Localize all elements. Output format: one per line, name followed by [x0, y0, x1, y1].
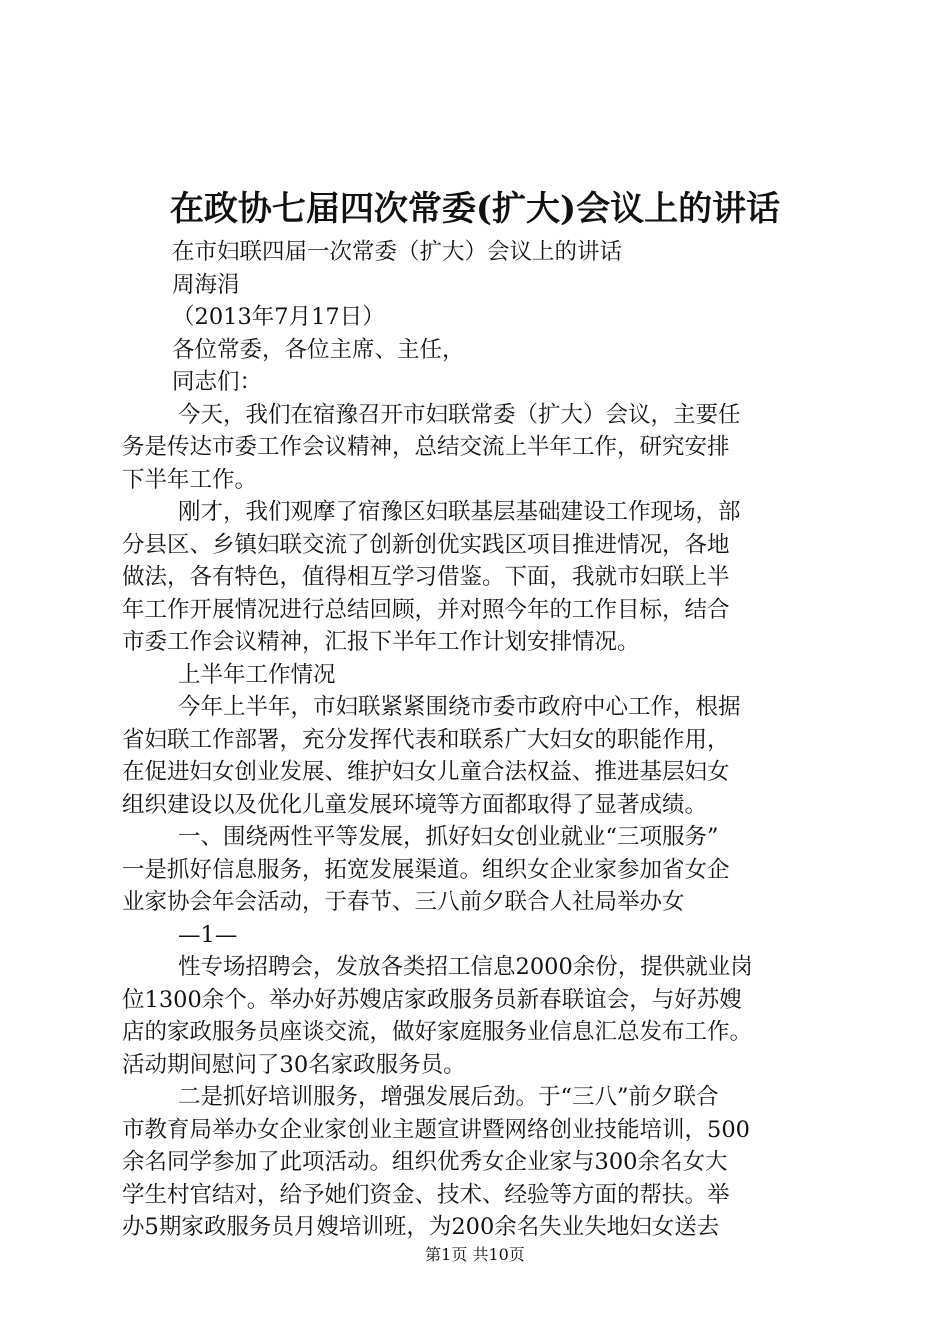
speech-date: （2013年7月17日）	[172, 304, 385, 330]
paragraph-line: 刚才，我们观摩了宿豫区妇联基层基础建设工作现场，部	[178, 499, 741, 525]
speech-heading: 在市妇联四届一次常委（扩大）会议上的讲话	[172, 239, 623, 265]
inline-page-number: —1—	[178, 921, 238, 948]
paragraph-line: 业家协会年会活动，于春节、三八前夕联合人社局举办女	[122, 889, 685, 915]
paragraph-line: 组织建设以及优化儿童发展环境等方面都取得了显著成绩。	[122, 791, 708, 818]
paragraph-line: 余名同学参加了此项活动。组织优秀女企业家与300余名女大	[122, 1149, 728, 1175]
paragraph-line: 市委工作会议精神，汇报下半年工作计划安排情况。	[122, 629, 640, 655]
paragraph-line: 在促进妇女创业发展、维护妇女儿童合法权益、推进基层妇女	[122, 759, 730, 785]
paragraph-line: 学生村官结对，给予她们资金、技术、经验等方面的帮扶。举	[122, 1181, 730, 1208]
page-footer: 第1页 共10页	[425, 1245, 525, 1264]
paragraph-line: 省妇联工作部署，充分发挥代表和联系广大妇女的职能作用，	[122, 726, 730, 753]
paragraph-line: 活动期间慰问了30名家政服务员。	[122, 1051, 466, 1078]
paragraph-line: 务是传达市委工作会议精神，总结交流上半年工作，研究安排	[122, 434, 730, 460]
paragraph-line: 做法，各有特色，值得相互学习借鉴。下面，我就市妇联上半	[122, 564, 730, 590]
paragraph-line: 一是抓好信息服务，拓宽发展渠道。组织女企业家参加省女企	[122, 856, 730, 883]
paragraph-line: 今天，我们在宿豫召开市妇联常委（扩大）会议，主要任	[178, 401, 741, 428]
subsection-heading: 一、围绕两性平等发展，抓好妇女创业就业“三项服务”	[178, 824, 719, 850]
section-heading: 上半年工作情况	[178, 661, 336, 688]
paragraph-line: 下半年工作。	[122, 466, 258, 493]
document-title: 在政协七届四次常委(扩大)会议上的讲话	[169, 189, 781, 229]
paragraph-line: 市教育局举办女企业家创业主题宣讲暨网络创业技能培训，500	[122, 1116, 750, 1143]
speaker-name: 周海涓	[172, 271, 240, 298]
paragraph-line: 二是抓好培训服务，增强发展后劲。于“三八”前夕联合	[178, 1084, 719, 1110]
paragraph-line: 办5期家政服务员月嫂培训班，为200余名失业失地妇女送去	[122, 1214, 720, 1240]
paragraph-line: 年工作开展情况进行总结回顾，并对照今年的工作目标，结合	[122, 596, 730, 623]
paragraph-line: 店的家政服务员座谈交流，做好家庭服务业信息汇总发布工作。	[122, 1019, 753, 1045]
paragraph-line: 性专场招聘会，发放各类招工信息2000余份，提供就业岗	[178, 954, 753, 980]
salutation: 同志们：	[172, 369, 263, 395]
paragraph-line: 位1300余个。举办好苏嫂店家政服务员新春联谊会，与好苏嫂	[122, 986, 742, 1013]
paragraph-line: 今年上半年，市妇联紧紧围绕市委市政府中心工作，根据	[178, 694, 741, 720]
document-body	[122, 236, 834, 1244]
paragraph-line: 分县区、乡镇妇联交流了创新创优实践区项目推进情况，各地	[122, 531, 730, 558]
salutation: 各位常委，各位主席、主任，	[172, 336, 465, 363]
